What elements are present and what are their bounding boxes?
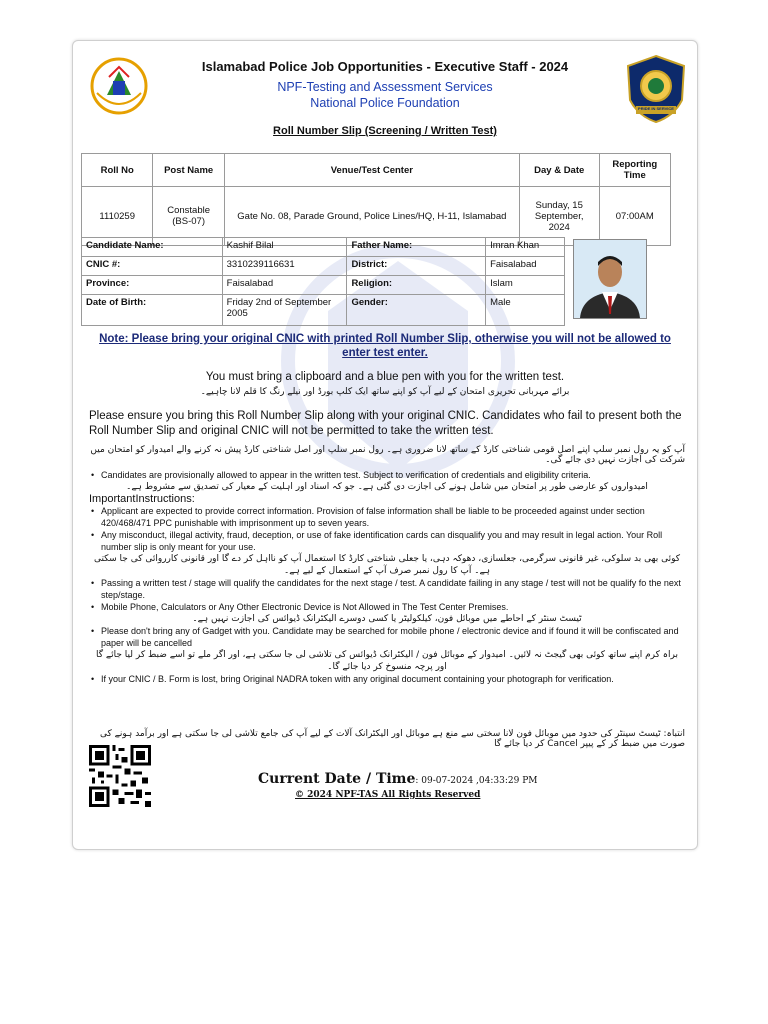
roll-number-slip — [72, 40, 698, 850]
copyright: © 2024 NPF-TAS All Rights Reserved — [295, 790, 481, 800]
candidate-name-value: Kashif Bilal — [222, 238, 347, 257]
footer-warning-urdu: انتباہ: ٹیسٹ سینٹر کی حدود میں موبائل فون لانا سختی سے منع ہے موبائل اور الیکٹرانک آلات کے لیے آپ کی جامع تلاشی لی جا سکتی ہے اور برآمد ہونے کی صورت میں ضبط کر کے پیپر Cancel کر دیا جائے گا — [99, 729, 685, 749]
provisional-item: • Candidates are provisionally allowed to appear in the written test. Subject to verification of credentials and eligibility criteria. — [89, 469, 685, 481]
post-name-value: Constable (BS-07) — [153, 187, 224, 246]
ensure-note-urdu: آپ کو یہ رول نمبر سلپ اپنے اصل قومی شناختی کارڈ کے ساتھ لانا ضروری ہے۔ رول نمبر سلپ اور اصل شناختی کارڈ پیش نہ کرنے والے امیدوار کو امتحان میں شرکت کی اجازت نہیں دی جائے گی۔ — [90, 445, 685, 465]
day-date-value: Sunday, 15 September, 2024 — [519, 187, 599, 246]
qr-code — [89, 745, 151, 807]
org-line-1: NPF-Testing and Assessment Services — [277, 80, 493, 94]
list-item-urdu: کوئی بھی بد سلوکی، غیر قانونی سرگرمی، جعلسازی، دھوکہ دہی، یا جعلی شناختی کارڈ کا استعمال آپ کو نااہل کر دے گا اور قانونی کارروائی کی جا سکتی ہے۔ آپ کا رول نمبر صرف آپ کے استعمال کے لیے ہے۔ — [93, 554, 681, 576]
header-venue: Venue/Test Center — [224, 154, 519, 187]
cnic-value: 3310239116631 — [222, 257, 347, 276]
current-datetime-label: Current Date / Time — [258, 771, 416, 787]
table-row — [82, 295, 565, 326]
list-item: • Mobile Phone, Calculators or Any Other Electronic Device is Not Allowed in The Test Center Premises. — [89, 601, 685, 613]
list-item-urdu: براہ کرم اپنے ساتھ کوئی بھی گیجٹ نہ لائیں۔ امیدوار کے موبائل فون / الیکٹرانک ڈیوائس کی تلاشی لی جا سکتی ہے، اور اگر ملے تو اسے ضبط کر لیا جائے گا اور پرچہ منسوخ کر دیا جائے گا۔ — [95, 650, 679, 672]
header-day-date: Day & Date — [519, 154, 599, 187]
list-item: • Passing a written test / stage will qualify the candidates for the next stage / test. A candidate failing in any stage / test will not be qualify fo the next step/stage. — [89, 577, 685, 601]
clipboard-note: You must bring a clipboard and a blue pen with you for the written test. — [205, 371, 565, 383]
venue-value: Gate No. 08, Parade Ground, Police Lines/HQ, H-11, Islamabad — [224, 187, 519, 246]
header-roll-no: Roll No — [82, 154, 153, 187]
table-row — [82, 257, 565, 276]
candidate-table — [81, 237, 565, 326]
table-row — [82, 276, 565, 295]
page-title: Islamabad Police Job Opportunities - Executive Staff - 2024 — [201, 59, 569, 74]
list-item-urdu: ٹیسٹ سنٹر کے احاطے میں موبائل فون، کیلکولیٹر یا کسی دوسرے الیکٹرانک ڈیوائس کی اجازت نہیں ہے۔ — [192, 614, 582, 624]
header-post-name: Post Name — [153, 154, 224, 187]
dob-label: Date of Birth: — [82, 295, 223, 326]
list-item: • Please don't bring any of Gadget with you. Candidate may be searched for mobile phone / electronic device and if found it will be confiscated and paper will be cancelled — [89, 625, 685, 649]
clipboard-note-urdu: برائے مہربانی تحریری امتحان کے لیے آپ کو اپنے ساتھ ایک کلپ بورڈ اور نیلے رنگ کا قلم لانا چاہیے۔ — [200, 387, 570, 397]
list-item: • If your CNIC / B. Form is lost, bring Original NADRA token with any original document containing your photograph for verification. — [89, 673, 685, 685]
father-name-value: Imran Khan — [486, 238, 565, 257]
religion-label: Religion: — [347, 276, 486, 295]
badge-motto: PRIDE IN SERVICE — [638, 106, 674, 111]
header-reporting-time: Reporting Time — [599, 154, 670, 187]
current-datetime — [258, 771, 537, 787]
cnic-note: Note: Please bring your original CNIC with printed Roll Number Slip, otherwise you will not be allowed to enter test enter. — [99, 333, 671, 359]
gender-value: Male — [486, 295, 565, 326]
cnic-label: CNIC #: — [82, 257, 223, 276]
ensure-note: Please ensure you bring this Roll Number Slip along with your original CNIC. Candidates who fail to present both the Roll Number Slip and original CNIC will not be permitted to take the written test. — [89, 410, 682, 437]
provisional-item-urdu: امیدواروں کو عارضی طور پر امتحان میں شامل ہونے کی اجازت دی گئی ہے۔ جو کہ اسناد اور اہلیت کے معیار کی تصدیق سے مشروط ہے۔ — [126, 482, 648, 492]
current-datetime-value: : 09-07-2024 ,04:33:29 PM — [415, 776, 538, 786]
district-label: District: — [347, 257, 486, 276]
list-item: • Any misconduct, illegal activity, fraud, deception, or use of fake identification cards can disqualify you and may result in legal action. Your Roll number slip is only meant for your use. — [89, 529, 685, 553]
religion-value: Islam — [486, 276, 565, 295]
exam-table — [81, 153, 671, 246]
province-label: Province: — [82, 276, 223, 295]
slip-title: Roll Number Slip (Screening / Written Test) — [273, 125, 497, 137]
father-name-label: Father Name: — [347, 238, 486, 257]
gender-label: Gender: — [347, 295, 486, 326]
roll-no-value: 1110259 — [82, 187, 153, 246]
candidate-name-label: Candidate Name: — [82, 238, 223, 257]
dob-value: Friday 2nd of September 2005 — [222, 295, 347, 326]
instructions-heading: ImportantInstructions: — [89, 493, 195, 505]
district-value: Faisalabad — [486, 257, 565, 276]
list-item: • Applicant are expected to provide correct information. Provision of false information shall be liable to be proceeded against under section 420/468/471 PPC punishable with imprisonment up to seven years. — [89, 505, 685, 529]
org-line-2: National Police Foundation — [310, 96, 460, 110]
candidate-photo — [573, 239, 647, 319]
instructions-section — [89, 469, 685, 685]
province-value: Faisalabad — [222, 276, 347, 295]
table-row — [82, 238, 565, 257]
reporting-time-value: 07:00AM — [599, 187, 670, 246]
